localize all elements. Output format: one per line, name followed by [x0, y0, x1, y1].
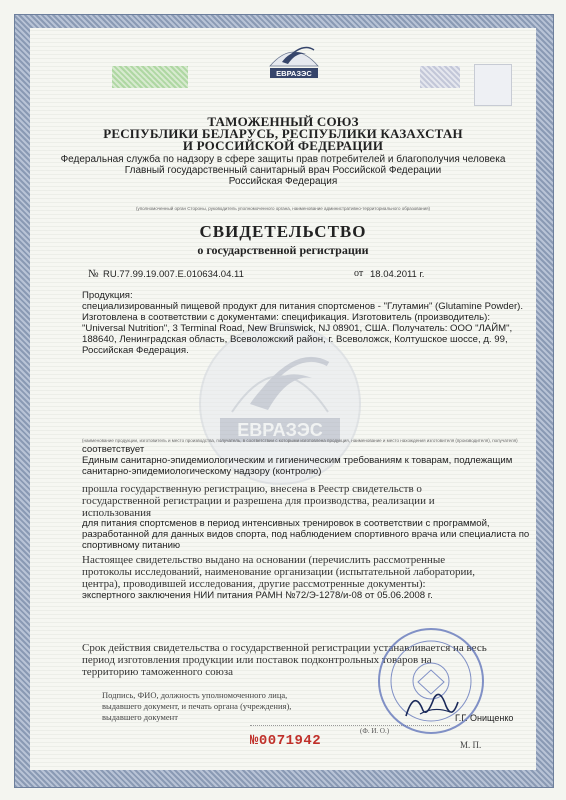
hologram-strip-right — [420, 66, 460, 88]
product-caption: (наименование продукции, изготовитель и место производства, получатель, в соответствии с которыми изготовлена продукция, наименование и место нахождения изготовителя (производителя), получателя) — [82, 438, 518, 443]
emblem-text: ЕВРАЗЭС — [276, 69, 312, 78]
validity-line: период изготовления продукции или поставок подконтрольных товаров на — [82, 654, 432, 666]
number-label: № — [88, 268, 99, 280]
product-label: Продукция: — [82, 290, 133, 301]
complies-line: Единым санитарно-эпидемиологическим и гигиеническим требованиям к товарам, подлежащим — [82, 455, 513, 466]
usage-line: спортивному питанию — [82, 540, 181, 551]
header-line-3: И РОССИЙСКОЙ ФЕДЕРАЦИИ — [182, 138, 384, 153]
certificate-subtitle: о государственной регистрации — [197, 243, 369, 257]
signature-caption-line: Подпись, ФИО, должность уполномоченного лица, — [102, 690, 288, 700]
complies-label: соответствует — [82, 444, 145, 455]
product-line: специализированный пищевой продукт для питания спортсменов - "Глутамин" (Glutamine Powder). — [82, 301, 524, 312]
certificate-title: СВИДЕТЕЛЬСТВО — [199, 222, 367, 241]
signer-caption: (Ф. И. О.) — [360, 727, 390, 735]
complies-line: санитарно-эпидемиологическому надзору (контролю) — [82, 466, 322, 477]
agency-line-2: Главный государственный санитарный врач Российской Федерации — [124, 165, 442, 176]
agency-line-3: Российская Федерация — [228, 176, 338, 187]
registered-line: использования — [82, 507, 152, 519]
usage-line: разработанной для данных видов спорта, под наблюдением спортивного врача или специалиста по — [82, 529, 530, 540]
evrazes-emblem — [262, 36, 326, 88]
basis-line: Настоящее свидетельство выдано на основании (перечислить рассмотренные — [82, 554, 446, 566]
serial-number: №0071942 — [250, 733, 322, 749]
agency-caption: (уполномоченный орган Стороны, руководитель уполномоченного органа, наименование административно-территориального образования) — [135, 206, 431, 211]
validity-line: Срок действия свидетельства о государственной регистрации устанавливается на весь — [82, 642, 487, 654]
signer-name: Г.Г. Онищенко — [455, 713, 514, 723]
signature-caption-line: выдавшего документ — [102, 712, 178, 722]
basis-line: протоколы исследований, наименование организации (испытательной лаборатории, — [82, 566, 475, 578]
product-line: "Universal Nutrition", 3 Terminal Road, New Brunswick, NJ 08901, США. Получатель: ООО "ЛАЙМ", — [82, 323, 513, 334]
agency-line-1: Федеральная служба по надзору в сфере защиты прав потребителей и благополучия человека — [60, 154, 506, 165]
seal-place-label: М. П. — [460, 740, 482, 750]
product-line: Изготовлена в соответствии с документами: спецификация. Изготовитель (производитель): — [82, 312, 491, 323]
validity-line: территорию таможенного союза — [82, 666, 234, 678]
product-line: 188640, Ленинградская область, Всеволожский район, г. Всеволожск, Колтушское шоссе, д. 99, — [82, 334, 508, 345]
basis-value: экспертного заключения НИИ питания РАМН №72/Э-1278/и-08 от 05.06.2008 г. — [82, 590, 433, 601]
hologram-strip — [112, 66, 188, 88]
registration-number: RU.77.99.19.007.Е.010634.04.11 — [103, 269, 244, 280]
product-line: Российская Федерация. — [82, 345, 189, 356]
basis-line: центра), проводившей исследования, другие рассмотренные документы): — [82, 578, 426, 590]
date-label: от — [354, 268, 364, 279]
signature-caption-line: выдавшего документ, и печать органа (учреждения), — [102, 701, 292, 711]
registration-date: 18.04.2011 г. — [370, 269, 425, 280]
signature-icon — [400, 686, 460, 726]
header-line-1: ТАМОЖЕННЫЙ СОЮЗ — [207, 114, 359, 129]
hologram-patch — [474, 64, 512, 106]
registered-line: прошла государственную регистрацию, внесена в Реестр свидетельств о — [82, 483, 422, 495]
header-line-2: РЕСПУБЛИКИ БЕЛАРУСЬ, РЕСПУБЛИКИ КАЗАХСТАН — [103, 126, 463, 141]
usage-line: для питания спортсменов в период интенсивных тренировок в соответствии с программой, — [82, 518, 490, 529]
svg-text:ЕВРАЗЭС: ЕВРАЗЭС — [237, 420, 323, 440]
registered-line: государственной регистрации и разрешена для производства, реализации и — [82, 495, 435, 507]
